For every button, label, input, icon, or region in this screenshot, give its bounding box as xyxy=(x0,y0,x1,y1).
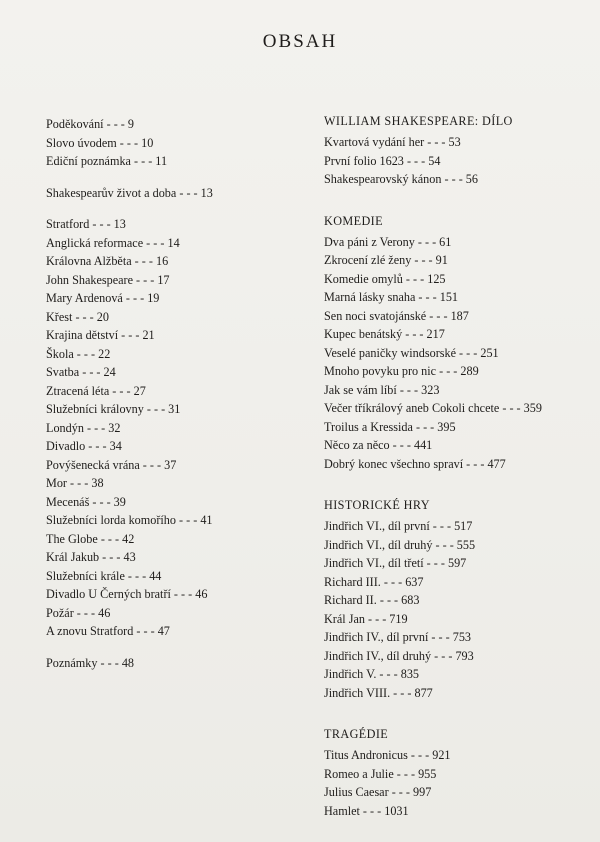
toc-entry: Svatba - - - 24 xyxy=(46,365,116,379)
toc-entry: Shakespearovský kánon - - - 56 xyxy=(324,172,478,186)
toc-entry: Jindřich VIII. - - - 877 xyxy=(324,685,433,700)
toc-entry: Julius Caesar - - - 997 xyxy=(324,785,432,799)
toc-entry: Křest - - - 20 xyxy=(46,309,109,324)
toc-entry: Marná lásky snaha - - - 151 xyxy=(324,290,459,304)
group-spacer xyxy=(46,171,301,184)
group-spacer xyxy=(46,202,301,215)
toc-entry: Komedie omylů - - - 125 xyxy=(324,271,446,286)
section-spacer xyxy=(324,473,584,494)
toc-entry: Služebníci lorda komořího - - - 41 xyxy=(46,513,213,527)
toc-entry: Škola - - - 22 xyxy=(46,346,111,361)
toc-entry: Slovo úvodem - - - 10 xyxy=(46,135,154,150)
toc-entry: Služebníci královny - - - 31 xyxy=(46,402,181,416)
toc-entry: Král Jakub - - - 43 xyxy=(46,550,136,564)
toc-entry: Král Jan - - - 719 xyxy=(324,611,408,626)
toc-left-column xyxy=(46,115,301,672)
toc-entry: The Globe - - - 42 xyxy=(46,531,135,546)
toc-entry: Požár - - - 46 xyxy=(46,605,111,620)
toc-entry: Ediční poznámka - - - 11 xyxy=(46,154,168,168)
toc-entry: Divadlo U Černých bratří - - - 46 xyxy=(46,587,208,601)
toc-entry: Večer tříkrálový aneb Cokoli chcete - - - 359 xyxy=(324,401,542,415)
toc-entry: Romeo a Julie - - - 955 xyxy=(324,766,437,781)
toc-entry: Jindřich VI., díl první - - - 517 xyxy=(324,519,473,533)
toc-entry: Hamlet - - - 1031 xyxy=(324,803,409,818)
toc-entry: Jindřich IV., díl první - - - 753 xyxy=(324,630,472,644)
toc-entry: A znovu Stratford - - - 47 xyxy=(46,624,170,638)
toc-entry: Královna Alžběta - - - 16 xyxy=(46,254,169,268)
toc-entry: Troilus a Kressida - - - 395 xyxy=(324,419,456,434)
toc-entry: Sen noci svatojánské - - - 187 xyxy=(324,308,469,323)
section-heading: TRAGÉDIE xyxy=(324,727,389,741)
section-heading: WILLIAM SHAKESPEARE: DÍLO xyxy=(324,114,513,128)
toc-entry: Poděkování - - - 9 xyxy=(46,117,135,131)
toc-entry: Poznámky - - - 48 xyxy=(46,655,135,670)
toc-entry: Zkrocení zlé ženy - - - 91 xyxy=(324,253,448,267)
toc-entry: Divadlo - - - 34 xyxy=(46,439,122,453)
toc-entry: První folio 1623 - - - 54 xyxy=(324,153,441,168)
toc-entry: Anglická reformace - - - 14 xyxy=(46,235,180,250)
toc-entry: Kupec benátský - - - 217 xyxy=(324,327,445,341)
toc-entry: Stratford - - - 13 xyxy=(46,217,126,231)
toc-entry: Jindřich VI., díl druhý - - - 555 xyxy=(324,537,476,552)
toc-right-column xyxy=(324,110,584,820)
group-spacer xyxy=(46,641,301,654)
toc-entry: John Shakespeare - - - 17 xyxy=(46,272,170,287)
toc-entry: Jindřich V. - - - 835 xyxy=(324,667,420,681)
toc-entry: Jindřich IV., díl druhý - - - 793 xyxy=(324,648,474,663)
toc-entry: Richard II. - - - 683 xyxy=(324,593,420,607)
toc-entry: Mary Ardenová - - - 19 xyxy=(46,291,160,305)
toc-entry: Mor - - - 38 xyxy=(46,476,104,490)
toc-entry: Něco za něco - - - 441 xyxy=(324,438,433,452)
toc-entry: Krajina dětství - - - 21 xyxy=(46,328,155,342)
toc-entry: Londýn - - - 32 xyxy=(46,420,121,435)
section-spacer xyxy=(324,189,584,210)
toc-entry: Shakespearův život a doba - - - 13 xyxy=(46,185,213,200)
toc-entry: Kvartová vydání her - - - 53 xyxy=(324,135,461,149)
toc-entry: Dva páni z Verony - - - 61 xyxy=(324,234,452,249)
page-title: OBSAH xyxy=(262,31,338,52)
toc-entry: Povýšenecká vrána - - - 37 xyxy=(46,457,177,472)
toc-entry: Veselé paničky windsorské - - - 251 xyxy=(324,345,499,360)
toc-entry: Služebníci krále - - - 44 xyxy=(46,568,162,583)
toc-entry: Mecenáš - - - 39 xyxy=(46,494,126,509)
toc-entry: Dobrý konec všechno spraví - - - 477 xyxy=(324,456,506,471)
section-spacer xyxy=(324,702,584,723)
toc-entry: Jindřich VI., díl třetí - - - 597 xyxy=(324,556,467,570)
section-heading: KOMEDIE xyxy=(324,213,383,228)
toc-entry: Richard III. - - - 637 xyxy=(324,574,424,589)
toc-entry: Mnoho povyku pro nic - - - 289 xyxy=(324,364,479,378)
toc-entry: Ztracená léta - - - 27 xyxy=(46,383,146,398)
toc-entry: Titus Andronicus - - - 921 xyxy=(324,748,451,762)
section-heading: HISTORICKÉ HRY xyxy=(324,498,430,512)
toc-entry: Jak se vám líbí - - - 323 xyxy=(324,382,440,397)
